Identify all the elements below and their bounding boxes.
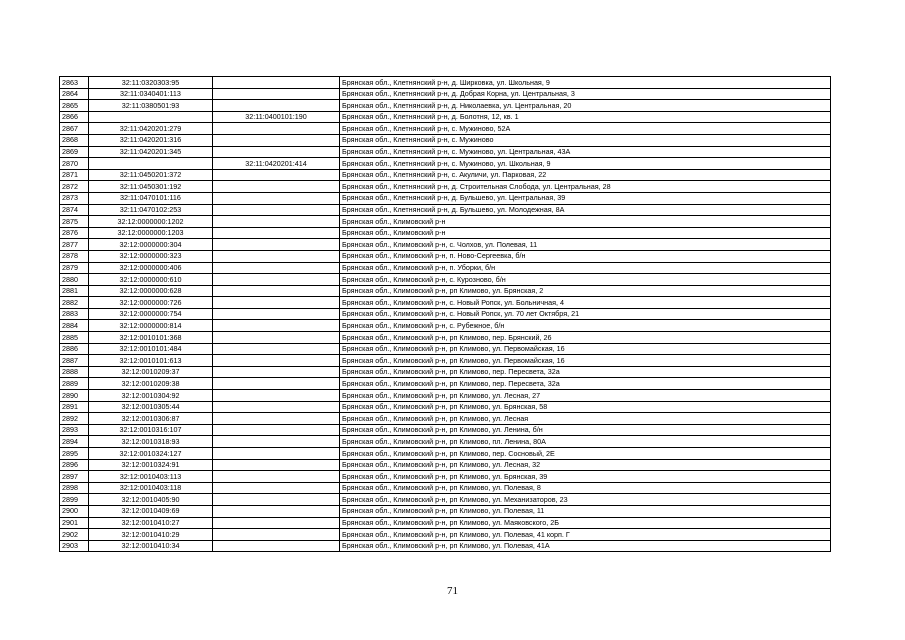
address-cell: Брянская обл., Климовский р-н, рп Климово, ул. Механизаторов, 23 — [340, 494, 831, 506]
table-row — [60, 111, 831, 123]
table-row — [60, 355, 831, 367]
address-cell: Брянская обл., Климовский р-н, рп Климово, пер. Брянский, 26 — [340, 332, 831, 344]
address-cell: Брянская обл., Климовский р-н, рп Климово, ул. Полевая, 8 — [340, 482, 831, 494]
address-cell: Брянская обл., Клетнянский р-н, с. Акуличи, ул. Парковая, 22 — [340, 169, 831, 181]
cadastral-number-alt-cell: 32:11:0400101:190 — [213, 111, 340, 123]
cadastral-number-cell: 32:12:0010324:127 — [89, 448, 213, 460]
cadastral-number-alt-cell: 32:11:0420201:414 — [213, 158, 340, 170]
cadastral-number-cell: 32:12:0010101:484 — [89, 343, 213, 355]
cadastral-number-cell: 32:11:0420201:345 — [89, 146, 213, 158]
cadastral-number-cell: 32:12:0000000:304 — [89, 239, 213, 251]
table-row — [60, 123, 831, 135]
row-number-cell: 2875 — [60, 216, 89, 228]
cadastral-number-alt-cell — [213, 169, 340, 181]
row-number-cell: 2888 — [60, 366, 89, 378]
cadastral-number-alt-cell — [213, 250, 340, 262]
cadastral-number-cell: 32:12:0010410:34 — [89, 540, 213, 552]
cadastral-number-cell: 32:12:0010304:92 — [89, 390, 213, 402]
registry-table-body — [60, 77, 831, 552]
row-number-cell: 2892 — [60, 413, 89, 425]
row-number-cell: 2902 — [60, 529, 89, 541]
table-row — [60, 88, 831, 100]
address-cell: Брянская обл., Климовский р-н, рп Климово, пер. Пересвета, 32а — [340, 378, 831, 390]
table-row — [60, 459, 831, 471]
cadastral-number-alt-cell — [213, 274, 340, 286]
row-number-cell: 2876 — [60, 227, 89, 239]
cadastral-number-alt-cell — [213, 378, 340, 390]
table-row — [60, 366, 831, 378]
row-number-cell: 2867 — [60, 123, 89, 135]
cadastral-number-cell: 32:11:0470101:116 — [89, 192, 213, 204]
cadastral-number-cell: 32:12:0000000:628 — [89, 285, 213, 297]
row-number-cell: 2864 — [60, 88, 89, 100]
cadastral-number-alt-cell — [213, 343, 340, 355]
row-number-cell: 2866 — [60, 111, 89, 123]
cadastral-number-alt-cell — [213, 494, 340, 506]
cadastral-number-cell: 32:12:0010209:38 — [89, 378, 213, 390]
cadastral-number-cell — [89, 111, 213, 123]
cadastral-number-cell: 32:12:0000000:754 — [89, 308, 213, 320]
table-row — [60, 471, 831, 483]
table-row — [60, 227, 831, 239]
address-cell: Брянская обл., Климовский р-н, с. Чолхов, ул. Полевая, 11 — [340, 239, 831, 251]
cadastral-number-cell: 32:12:0010306:87 — [89, 413, 213, 425]
row-number-cell: 2870 — [60, 158, 89, 170]
table-row — [60, 424, 831, 436]
cadastral-number-alt-cell — [213, 401, 340, 413]
row-number-cell: 2903 — [60, 540, 89, 552]
address-cell: Брянская обл., Климовский р-н, рп Климово, пер. Пересвета, 32а — [340, 366, 831, 378]
cadastral-number-cell: 32:11:0450301:192 — [89, 181, 213, 193]
address-cell: Брянская обл., Клетнянский р-н, д. Ширковка, ул. Школьная, 9 — [340, 77, 831, 89]
table-row — [60, 204, 831, 216]
row-number-cell: 2895 — [60, 448, 89, 460]
cadastral-number-cell: 32:11:0380501:93 — [89, 100, 213, 112]
table-row — [60, 100, 831, 112]
table-row — [60, 146, 831, 158]
address-cell: Брянская обл., Клетнянский р-н, д. Болотня, 12, кв. 1 — [340, 111, 831, 123]
address-cell: Брянская обл., Климовский р-н, с. Новый Ропск, ул. 70 лет Октября, 21 — [340, 308, 831, 320]
cadastral-number-cell: 32:12:0000000:610 — [89, 274, 213, 286]
row-number-cell: 2872 — [60, 181, 89, 193]
address-cell: Брянская обл., Климовский р-н, рп Климово, ул. Лесная — [340, 413, 831, 425]
table-row — [60, 378, 831, 390]
cadastral-number-alt-cell — [213, 332, 340, 344]
table-row — [60, 332, 831, 344]
cadastral-number-cell: 32:12:0010403:118 — [89, 482, 213, 494]
cadastral-number-alt-cell — [213, 100, 340, 112]
table-row — [60, 390, 831, 402]
address-cell: Брянская обл., Климовский р-н, рп Климово, ул. Ленина, б/н — [340, 424, 831, 436]
table-row — [60, 77, 831, 89]
address-cell: Брянская обл., Клетнянский р-н, д. Добрая Корна, ул. Центральная, 3 — [340, 88, 831, 100]
cadastral-number-cell: 32:11:0450201:372 — [89, 169, 213, 181]
table-row — [60, 250, 831, 262]
address-cell: Брянская обл., Климовский р-н, рп Климово, ул. Полевая, 41А — [340, 540, 831, 552]
cadastral-number-cell: 32:12:0000000:814 — [89, 320, 213, 332]
address-cell: Брянская обл., Климовский р-н, рп Климово, пл. Ленина, 80А — [340, 436, 831, 448]
row-number-cell: 2900 — [60, 505, 89, 517]
cadastral-number-alt-cell — [213, 517, 340, 529]
row-number-cell: 2890 — [60, 390, 89, 402]
address-cell: Брянская обл., Климовский р-н, рп Климово, ул. Брянская, 58 — [340, 401, 831, 413]
address-cell: Брянская обл., Клетнянский р-н, с. Мужиново, ул. Школьная, 9 — [340, 158, 831, 170]
cadastral-number-cell: 32:11:0340401:113 — [89, 88, 213, 100]
cadastral-number-alt-cell — [213, 216, 340, 228]
cadastral-number-alt-cell — [213, 146, 340, 158]
address-cell: Брянская обл., Клетнянский р-н, д. Бульшево, ул. Центральная, 39 — [340, 192, 831, 204]
table-row — [60, 494, 831, 506]
row-number-cell: 2896 — [60, 459, 89, 471]
row-number-cell: 2871 — [60, 169, 89, 181]
table-row — [60, 540, 831, 552]
row-number-cell: 2886 — [60, 343, 89, 355]
cadastral-number-cell: 32:12:0000000:1202 — [89, 216, 213, 228]
cadastral-number-cell: 32:11:0470102:253 — [89, 204, 213, 216]
cadastral-number-alt-cell — [213, 482, 340, 494]
address-cell: Брянская обл., Климовский р-н — [340, 216, 831, 228]
address-cell: Брянская обл., Климовский р-н, рп Климово, ул. Лесная, 27 — [340, 390, 831, 402]
cadastral-number-cell: 32:11:0420201:316 — [89, 134, 213, 146]
table-row — [60, 401, 831, 413]
row-number-cell: 2881 — [60, 285, 89, 297]
row-number-cell: 2901 — [60, 517, 89, 529]
cadastral-number-alt-cell — [213, 529, 340, 541]
table-row — [60, 308, 831, 320]
address-cell: Брянская обл., Климовский р-н, с. Курозново, б/н — [340, 274, 831, 286]
row-number-cell: 2877 — [60, 239, 89, 251]
address-cell: Брянская обл., Климовский р-н, п. Ново-Сергеевка, б/н — [340, 250, 831, 262]
row-number-cell: 2863 — [60, 77, 89, 89]
address-cell: Брянская обл., Климовский р-н, рп Климово, ул. Полевая, 11 — [340, 505, 831, 517]
cadastral-number-cell: 32:12:0010305:44 — [89, 401, 213, 413]
cadastral-number-alt-cell — [213, 505, 340, 517]
cadastral-number-alt-cell — [213, 227, 340, 239]
cadastral-number-cell: 32:12:0010101:368 — [89, 332, 213, 344]
cadastral-number-cell: 32:12:0000000:1203 — [89, 227, 213, 239]
cadastral-number-alt-cell — [213, 262, 340, 274]
cadastral-number-alt-cell — [213, 285, 340, 297]
cadastral-number-alt-cell — [213, 239, 340, 251]
cadastral-number-alt-cell — [213, 390, 340, 402]
cadastral-number-cell: 32:12:0010324:91 — [89, 459, 213, 471]
cadastral-number-alt-cell — [213, 448, 340, 460]
row-number-cell: 2869 — [60, 146, 89, 158]
address-cell: Брянская обл., Климовский р-н, с. Новый Ропск, ул. Больничная, 4 — [340, 297, 831, 309]
cadastral-number-cell: 32:12:0010316:107 — [89, 424, 213, 436]
cadastral-number-alt-cell — [213, 134, 340, 146]
table-row — [60, 134, 831, 146]
row-number-cell: 2898 — [60, 482, 89, 494]
row-number-cell: 2894 — [60, 436, 89, 448]
table-row — [60, 192, 831, 204]
cadastral-number-cell: 32:12:0010409:69 — [89, 505, 213, 517]
cadastral-number-cell: 32:12:0010403:113 — [89, 471, 213, 483]
cadastral-number-alt-cell — [213, 88, 340, 100]
table-row — [60, 529, 831, 541]
cadastral-number-alt-cell — [213, 181, 340, 193]
row-number-cell: 2897 — [60, 471, 89, 483]
address-cell: Брянская обл., Клетнянский р-н, д. Строительная Слобода, ул. Центральная, 28 — [340, 181, 831, 193]
cadastral-number-alt-cell — [213, 297, 340, 309]
address-cell: Брянская обл., Клетнянский р-н, д. Николаевка, ул. Центральная, 20 — [340, 100, 831, 112]
cadastral-number-alt-cell — [213, 204, 340, 216]
row-number-cell: 2880 — [60, 274, 89, 286]
table-row — [60, 216, 831, 228]
cadastral-number-alt-cell — [213, 366, 340, 378]
registry-table — [59, 76, 831, 552]
row-number-cell: 2884 — [60, 320, 89, 332]
row-number-cell: 2873 — [60, 192, 89, 204]
cadastral-number-cell: 32:12:0000000:406 — [89, 262, 213, 274]
row-number-cell: 2883 — [60, 308, 89, 320]
cadastral-number-cell — [89, 158, 213, 170]
table-row — [60, 262, 831, 274]
table-row — [60, 517, 831, 529]
cadastral-number-alt-cell — [213, 123, 340, 135]
table-row — [60, 181, 831, 193]
row-number-cell: 2878 — [60, 250, 89, 262]
table-row — [60, 169, 831, 181]
cadastral-number-alt-cell — [213, 459, 340, 471]
address-cell: Брянская обл., Клетнянский р-н, д. Бульшево, ул. Молодежная, 8А — [340, 204, 831, 216]
cadastral-number-cell: 32:12:0010101:613 — [89, 355, 213, 367]
row-number-cell: 2865 — [60, 100, 89, 112]
table-row — [60, 505, 831, 517]
address-cell: Брянская обл., Климовский р-н, рп Климово, ул. Брянская, 39 — [340, 471, 831, 483]
table-row — [60, 297, 831, 309]
cadastral-number-alt-cell — [213, 540, 340, 552]
table-row — [60, 285, 831, 297]
table-row — [60, 274, 831, 286]
cadastral-number-cell: 32:11:0420201:279 — [89, 123, 213, 135]
row-number-cell: 2891 — [60, 401, 89, 413]
row-number-cell: 2887 — [60, 355, 89, 367]
row-number-cell: 2893 — [60, 424, 89, 436]
cadastral-number-alt-cell — [213, 308, 340, 320]
row-number-cell: 2868 — [60, 134, 89, 146]
address-cell: Брянская обл., Климовский р-н, рп Климово, ул. Полевая, 41 корп. Г — [340, 529, 831, 541]
cadastral-number-cell: 32:11:0320303:95 — [89, 77, 213, 89]
address-cell: Брянская обл., Климовский р-н, рп Климово, ул. Первомайская, 16 — [340, 343, 831, 355]
row-number-cell: 2882 — [60, 297, 89, 309]
address-cell: Брянская обл., Климовский р-н, рп Климово, пер. Сосновый, 2Е — [340, 448, 831, 460]
address-cell: Брянская обл., Клетнянский р-н, с. Мужиново — [340, 134, 831, 146]
cadastral-number-cell: 32:12:0010405:90 — [89, 494, 213, 506]
address-cell: Брянская обл., Клетнянский р-н, с. Мужиново, ул. Центральная, 43А — [340, 146, 831, 158]
address-cell: Брянская обл., Климовский р-н, с. Рубежное, б/н — [340, 320, 831, 332]
address-cell: Брянская обл., Климовский р-н, рп Климово, ул. Лесная, 32 — [340, 459, 831, 471]
cadastral-number-alt-cell — [213, 413, 340, 425]
row-number-cell: 2885 — [60, 332, 89, 344]
address-cell: Брянская обл., Климовский р-н, п. Уборки, б/н — [340, 262, 831, 274]
cadastral-number-alt-cell — [213, 320, 340, 332]
cadastral-number-alt-cell — [213, 436, 340, 448]
cadastral-number-cell: 32:12:0010209:37 — [89, 366, 213, 378]
cadastral-number-alt-cell — [213, 77, 340, 89]
table-row — [60, 413, 831, 425]
row-number-cell: 2879 — [60, 262, 89, 274]
address-cell: Брянская обл., Климовский р-н — [340, 227, 831, 239]
table-row — [60, 448, 831, 460]
cadastral-number-alt-cell — [213, 355, 340, 367]
cadastral-number-cell: 32:12:0010410:29 — [89, 529, 213, 541]
table-row — [60, 320, 831, 332]
row-number-cell: 2899 — [60, 494, 89, 506]
cadastral-number-alt-cell — [213, 471, 340, 483]
row-number-cell: 2889 — [60, 378, 89, 390]
address-cell: Брянская обл., Клетнянский р-н, с. Мужиново, 52А — [340, 123, 831, 135]
page-number: 71 — [447, 585, 458, 597]
address-cell: Брянская обл., Климовский р-н, рп Климово, ул. Первомайская, 16 — [340, 355, 831, 367]
table-row — [60, 158, 831, 170]
table-row — [60, 482, 831, 494]
cadastral-number-cell: 32:12:0010410:27 — [89, 517, 213, 529]
table-row — [60, 239, 831, 251]
table-row — [60, 343, 831, 355]
address-cell: Брянская обл., Климовский р-н, рп Климово, ул. Маяковского, 2Б — [340, 517, 831, 529]
address-cell: Брянская обл., Климовский р-н, рп Климово, ул. Брянская, 2 — [340, 285, 831, 297]
cadastral-number-cell: 32:12:0000000:323 — [89, 250, 213, 262]
table-row — [60, 436, 831, 448]
cadastral-number-cell: 32:12:0000000:726 — [89, 297, 213, 309]
cadastral-number-alt-cell — [213, 424, 340, 436]
cadastral-number-cell: 32:12:0010318:93 — [89, 436, 213, 448]
cadastral-number-alt-cell — [213, 192, 340, 204]
row-number-cell: 2874 — [60, 204, 89, 216]
